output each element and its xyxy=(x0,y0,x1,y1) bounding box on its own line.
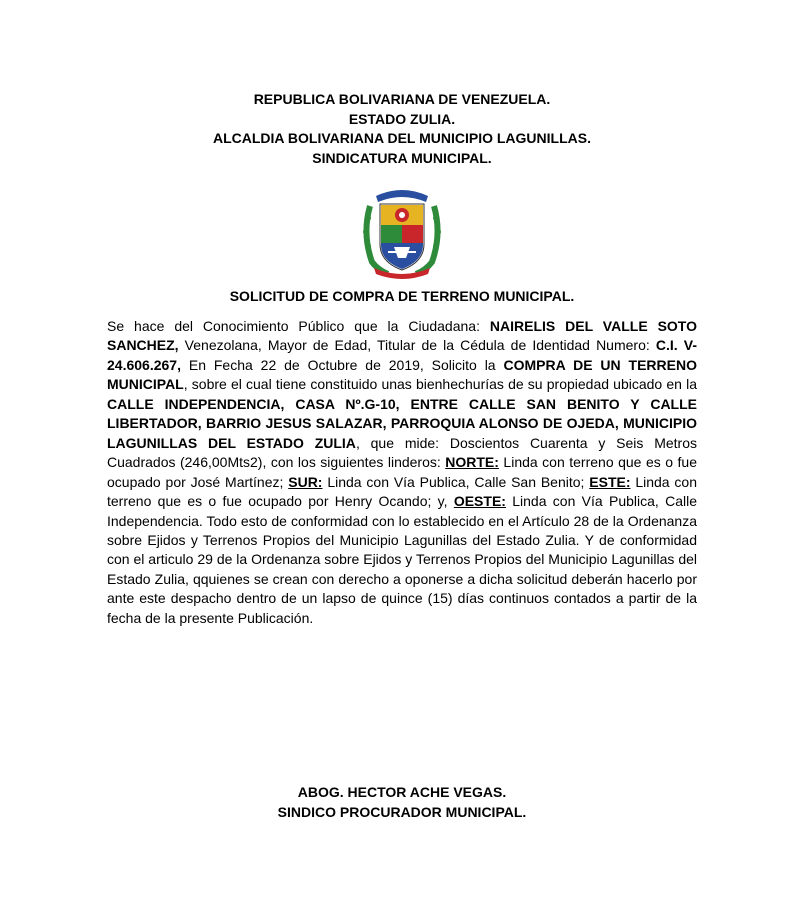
signature-block xyxy=(0,783,804,822)
header-state: ESTADO ZULIA. xyxy=(348,110,456,127)
boundary-north-label: NORTE: xyxy=(445,454,499,471)
body-text: Linda con Vía Publica, Calle San Benito; xyxy=(322,473,590,490)
body-text: Linda con terreno que es o fue ocupado por Henry Ocando; y, xyxy=(107,473,698,510)
header-syndicate: SINDICATURA MUNICIPAL. xyxy=(312,149,492,166)
body-text: En Fecha 22 de Octubre de 2019, Solicito la xyxy=(180,356,504,373)
body-text: Venezolana, Mayor de Edad, Titular de la Cédula de Identidad Numero: xyxy=(178,337,656,354)
property-address: CALLE INDEPENDENCIA, CASA Nº.G-10, ENTRE CALLE SAN BENITO Y CALLE LIBERTADOR, BARRIO JESUS SALAZAR, PARROQUIA ALONSO DE OJEDA, MUNICIPIO LAGUNILLAS DEL ESTADO ZULIA xyxy=(107,395,697,451)
id-number: C.I. V- 24.606.267, xyxy=(107,337,697,373)
boundary-west-label: OESTE: xyxy=(453,493,506,510)
header-republic: REPUBLICA BOLIVARIANA DE VENEZUELA. xyxy=(253,91,551,107)
document-header xyxy=(0,90,804,168)
body-text: Linda con terreno que es o fue ocupado por José Martínez; xyxy=(107,454,697,490)
boundary-east-label: ESTE: xyxy=(589,473,631,490)
body-text: Linda con Vía Publica, Calle Independencia. Todo esto de conformidad con lo establecido en el Artículo 28 de la Ordenanza sobre Ejidos y Terrenos Propios del Municipio Lagunillas del Estado Zulia. Y de conformidad con el articulo 29 de la Ordenanza sobre Ejidos y Terrenos Propios del Municipio Lagunillas del Estado Zulia, qquienes se crean con derecho a oponerse a dicha solicitud deberán hacerlo por ante este despacho dentro de un lapso de quince (15) días continuos contados a partir de la fecha de la presente Publicación. xyxy=(107,493,698,626)
body-text: , que mide: Doscientos Cuarenta y Seis Metros Cuadrados (246,00Mts2), con los siguientes linderos: xyxy=(107,434,698,471)
body-text: , sobre el cual tiene constituido unas bienhechurías de su propiedad ubicado en la xyxy=(183,376,697,393)
signatory-name: ABOG. HECTOR ACHE VEGAS. xyxy=(297,784,507,800)
request-type: COMPRA DE UN TERRENO MUNICIPAL xyxy=(107,356,697,393)
coat-of-arms-icon xyxy=(360,184,444,280)
signatory-role: SINDICO PROCURADOR MUNICIPAL. xyxy=(277,803,527,820)
header-mayoralty: ALCALDIA BOLIVARIANA DEL MUNICIPIO LAGUNILLAS. xyxy=(213,130,591,146)
document-title: SOLICITUD DE COMPRA DE TERRENO MUNICIPAL. xyxy=(229,288,575,304)
document-body xyxy=(107,317,697,628)
applicant-name: NAIRELIS DEL VALLE SOTO SANCHEZ, xyxy=(107,318,697,354)
boundary-south-label: SUR: xyxy=(288,473,323,490)
body-text: Se hace del Conocimiento Público que la Ciudadana: xyxy=(107,318,490,334)
